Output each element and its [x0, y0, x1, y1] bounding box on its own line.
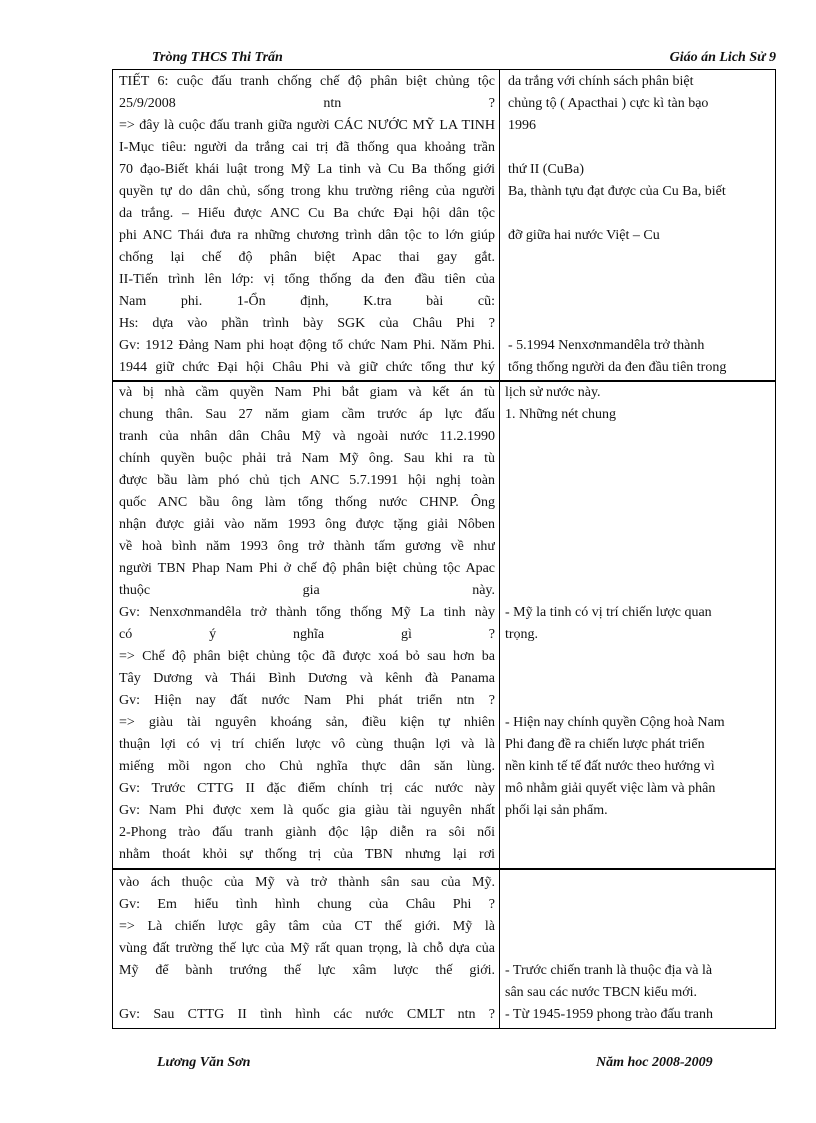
- text-line: [508, 269, 772, 291]
- text-line: chung thân. Sau 27 năm giam cầm trước áp lực đấu: [119, 407, 495, 422]
- text-line: chủng tộ ( Apacthai ) cực kì tàn bạo: [508, 96, 709, 111]
- lesson-table-block-2: [112, 381, 776, 869]
- text-line: phối lại sản phẩm.: [505, 803, 608, 818]
- text-line: chính quyền buộc phải trả Nam Mỹ ông. Sau khi ra tù: [119, 451, 495, 466]
- left-column: [119, 382, 495, 866]
- text-line: [505, 448, 772, 470]
- text-line: [505, 646, 772, 668]
- column-divider: [499, 70, 500, 380]
- text-line: - Từ 1945-1959 phong trào đấu tranh: [505, 1007, 713, 1022]
- text-line: [508, 247, 772, 269]
- text-line: vào ách thuộc của Mỹ và trở thành sân sau của Mỹ.: [119, 875, 495, 890]
- text-line: [505, 690, 772, 712]
- text-line: [508, 137, 772, 159]
- text-line: có ý nghĩa gì ?: [119, 627, 495, 642]
- text-line: Nam phi. 1-Ổn định, K.tra bài cũ:: [119, 294, 495, 309]
- text-line: [505, 938, 772, 960]
- text-line: nền kinh tế tế đất nước theo hướng vì: [505, 759, 715, 774]
- text-line: nhằm thoát khỏi sự thống trị của TBN nhưng lại rơi: [119, 847, 495, 862]
- text-line: 25/9/2008 ntn ?: [119, 96, 495, 111]
- text-line: II-Tiến trình lên lớp: vị tổng thống da đen đầu tiên của: [119, 272, 495, 287]
- text-line: người TBN Phap Nam Phi ở chế độ phân biệt chủng tộc Apac: [119, 561, 495, 576]
- text-line: Gv: 1912 Đảng Nam phi hoạt động tổ chức Nam Phi. Năm Phi.: [119, 338, 495, 353]
- text-line: - 5.1994 Nenxơnmandêla trở thành: [508, 338, 705, 353]
- text-line: => Là chiến lược gây tâm của CT thế giới. Mỹ là: [119, 919, 495, 934]
- text-line: Hs: dựa vào phần trình bày SGK của Châu Phi ?: [119, 316, 495, 331]
- text-line: [505, 894, 772, 916]
- text-line: lịch sử nước này.: [505, 385, 601, 400]
- text-line: => Chế độ phân biệt chủng tộc đã được xoá bỏ sau hơn ba: [119, 649, 495, 664]
- right-column: [505, 872, 772, 1026]
- text-line: [505, 514, 772, 536]
- text-line: [505, 536, 772, 558]
- text-line: Mỹ để bành trướng thế lực xâm lược thế giới.: [119, 963, 495, 978]
- document-type-header: Giáo án Lich Sử 9: [669, 50, 776, 65]
- column-divider: [499, 870, 500, 1028]
- text-line: quyền tự do dân chủ, sống trong khu trường riêng của người: [119, 184, 495, 199]
- school-header: Tròng THCS Thi Trấn: [152, 50, 283, 65]
- text-line: [505, 668, 772, 690]
- text-line: Gv: Nam Phi được xem là quốc gia giàu tài nguyên nhất: [119, 803, 495, 818]
- text-line: 70 đạo-Biết khái luật trong Mỹ La tinh và Cu Ba thống giới: [119, 162, 495, 177]
- text-line: Phi đang đề ra chiến lược phát triển: [505, 737, 705, 752]
- right-column: [505, 382, 772, 822]
- text-line: mô nhằm giải quyết việc làm và phân: [505, 781, 716, 796]
- text-line: - Mỹ la tinh có vị trí chiến lược quan: [505, 605, 712, 620]
- text-line: I-Mục tiêu: người da trắng cai trị đã thống qua khoảng trần: [119, 140, 495, 155]
- text-line: [505, 426, 772, 448]
- text-line: [505, 916, 772, 938]
- text-line: Gv: Nenxơnmandêla trở thành tổng thống Mỹ La tinh này: [119, 605, 495, 620]
- text-line: thuộc gia này.: [119, 583, 495, 598]
- text-line: quốc ANC bầu ông làm tổng thống nước CHNP. Ông: [119, 495, 495, 510]
- text-line: Gv: Hiện nay đất nước Nam Phi phát triển ntn ?: [119, 693, 495, 708]
- text-line: tranh của nhân dân Châu Mỹ và ngoài nước 11.2.1990: [119, 429, 495, 444]
- teacher-name-footer: Lương Văn Sơn: [157, 1055, 251, 1070]
- text-line: Gv: Sau CTTG II tình hình các nước CMLT ntn ?: [119, 1007, 495, 1022]
- text-line: vùng đất trường thế lực của Mỹ rất quan trọng, là chỗ dựa của: [119, 941, 495, 956]
- text-line: về hoà bình năm 1993 ông trở thành tấm gương về như: [119, 539, 495, 554]
- text-line: [119, 982, 495, 1004]
- text-line: được bầu làm phó chủ tịch ANC 5.7.1991 hội nghị toàn: [119, 473, 495, 488]
- text-line: [505, 492, 772, 514]
- text-line: => giàu tài nguyên khoáng sản, điều kiện tự nhiên: [119, 715, 495, 730]
- text-line: - Trước chiến tranh là thuộc địa và là: [505, 963, 713, 978]
- left-column: [119, 71, 495, 379]
- text-line: Ba, thành tựu đạt được của Cu Ba, biết: [508, 184, 726, 199]
- text-line: đỡ giữa hai nước Việt – Cu: [508, 228, 660, 243]
- text-line: [508, 203, 772, 225]
- left-column: [119, 872, 495, 1026]
- text-line: => đây là cuộc đấu tranh giữa người CÁC NƯỚC MỸ LA TINH: [119, 118, 495, 133]
- text-line: phi ANC Thái đưa ra những chương trình dân tộc to lớn giúp: [119, 228, 495, 243]
- text-line: thứ II (CuBa): [508, 162, 585, 177]
- text-line: [505, 558, 772, 580]
- text-line: Gv: Em hiểu tình hình chung của Châu Phi ?: [119, 897, 495, 912]
- text-line: và bị nhà cầm quyền Nam Phi bắt giam và kết án tù: [119, 385, 495, 400]
- text-line: tổng thống người da đen đầu tiên trong: [508, 360, 727, 375]
- text-line: TIẾT 6: cuộc đấu tranh chống chế độ phân biệt chủng tộc: [119, 74, 495, 89]
- text-line: [508, 291, 772, 313]
- lesson-table-block-1: [112, 69, 776, 381]
- text-line: da trắng. – Hiểu được ANC Cu Ba chức Đại hội dân tộc: [119, 206, 495, 221]
- text-line: - Hiện nay chính quyền Cộng hoà Nam: [505, 715, 725, 730]
- text-line: Tây Dương và Thái Bình Dương và kênh đà Panama: [119, 671, 495, 686]
- text-line: 1944 giữ chức Đại hội Châu Phi và giữ chức tổng thư ký: [119, 360, 495, 375]
- text-line: da trắng với chính sách phân biệt: [508, 74, 694, 89]
- text-line: chống lại chế độ phân biệt Apac thai gay gắt.: [119, 250, 495, 265]
- text-line: 1. Những nét chung: [505, 407, 617, 422]
- text-line: [505, 872, 772, 894]
- lesson-table-block-3: [112, 869, 776, 1029]
- text-line: thuận lợi có vị trí chiến lược vô cùng thuận lợi và là: [119, 737, 495, 752]
- column-divider: [499, 382, 500, 868]
- text-line: 1996: [508, 118, 536, 133]
- text-line: sân sau các nước TBCN kiểu mới.: [505, 985, 698, 1000]
- school-year-footer: Năm hoc 2008-2009: [596, 1055, 713, 1070]
- text-line: miếng mồi ngon cho Chủ nghĩa thực dân săn lùng.: [119, 759, 495, 774]
- text-line: 2-Phong trào đấu tranh giành độc lập diễn ra sôi nổi: [119, 825, 495, 840]
- text-line: [505, 470, 772, 492]
- text-line: trọng.: [505, 627, 539, 642]
- text-line: nhận được giải vào năm 1993 ông được tặng giải Nôben: [119, 517, 495, 532]
- text-line: Gv: Trước CTTG II đặc điểm chính trị các nước này: [119, 781, 495, 796]
- text-line: [508, 313, 772, 335]
- right-column: [508, 71, 772, 379]
- text-line: [505, 580, 772, 602]
